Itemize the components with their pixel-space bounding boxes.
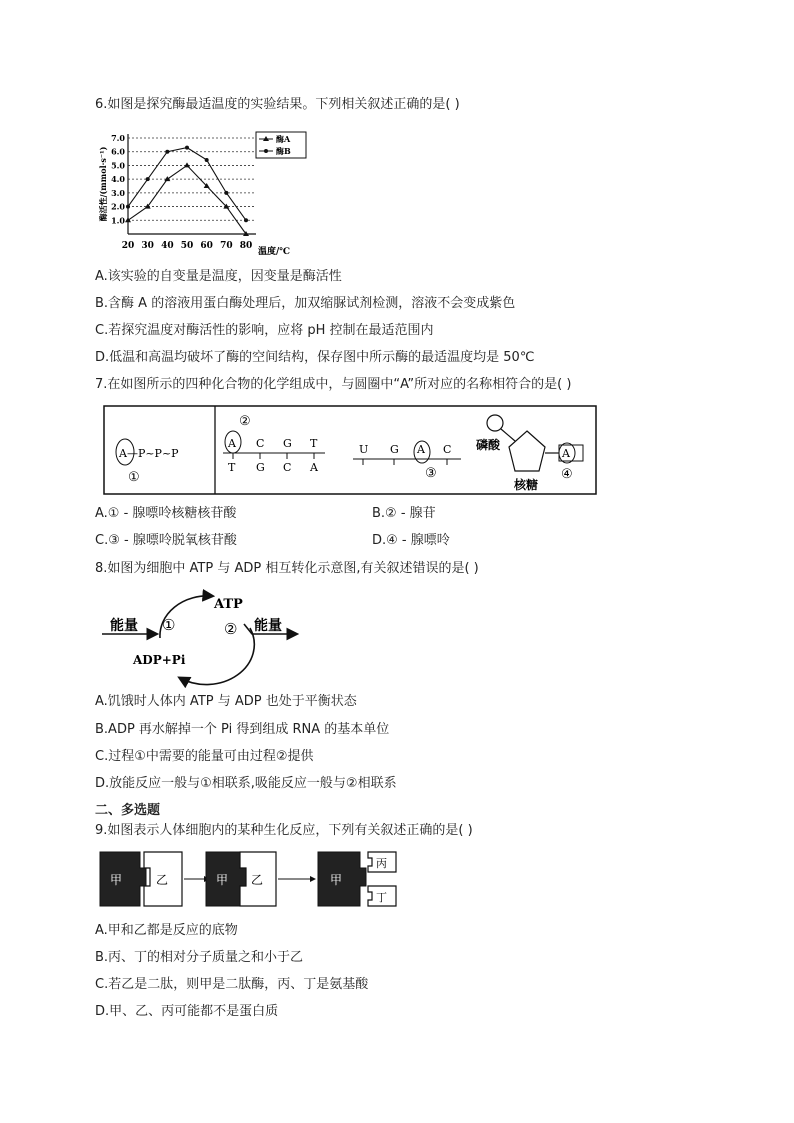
- rna-1: U: [359, 443, 369, 456]
- data-point-b: [205, 158, 209, 162]
- x-axis-label: 温度/℃: [257, 247, 291, 257]
- atp-adp-cycle-diagram: [100, 588, 310, 688]
- energy-out-label: 能量: [254, 618, 282, 634]
- data-point-a: [125, 217, 131, 222]
- dna-bottom-2: G: [256, 461, 265, 474]
- q7-option-c: C.③ - 腺嘌呤脱氧核苷酸: [95, 533, 237, 548]
- yi-label-1: 乙: [156, 873, 169, 887]
- data-point-b: [126, 205, 130, 209]
- q6-option-c: C.若探究温度对酶活性的影响，应将 pH 控制在最适范围内: [95, 323, 434, 338]
- dna-bottom-4: A: [310, 461, 318, 474]
- q7-option-b: B.② - 腺苷: [372, 506, 436, 521]
- q7-stem: 7.在如图所示的四种化合物的化学组成中，与圆圈中“A”所对应的名称相符合的是( ): [95, 377, 572, 392]
- dna-top-1: A: [228, 437, 236, 450]
- dna-top-3: G: [283, 437, 292, 450]
- y-tick-label: 6.0: [111, 146, 125, 157]
- q9-option-b: B.丙、丁的相对分子质量之和小于乙: [95, 950, 304, 965]
- q6-option-d: D.低温和高温均破坏了酶的空间结构，保存图中所示酶的最适温度均是 50℃: [95, 350, 535, 365]
- dna-bottom-3: C: [283, 461, 292, 474]
- q8-stem: 8.如图为细胞中 ATP 与 ADP 相互转化示意图,有关叙述错误的是( ): [95, 561, 479, 576]
- q9-option-a: A.甲和乙都是反应的底物: [95, 923, 238, 938]
- bing-label: 丙: [376, 857, 387, 870]
- x-tick-label: 60: [200, 241, 213, 251]
- compound-diagram: [103, 405, 597, 495]
- q9-figure: [96, 848, 416, 912]
- y-tick-label: 5.0: [111, 160, 125, 171]
- enzyme-reaction-diagram: [96, 848, 416, 912]
- label-2: ②: [239, 414, 251, 429]
- series-line-a: [128, 165, 246, 234]
- legend-dot-marker: [264, 149, 268, 153]
- label-1: ①: [128, 470, 140, 485]
- phosphate-label: 磷酸: [476, 438, 501, 452]
- q7-option-a: A.① - 腺嘌呤核糖核苷酸: [95, 506, 237, 521]
- q9-stem: 9.如图表示人体细胞内的某种生化反应，下列有关叙述正确的是( ): [95, 823, 473, 838]
- x-tick-label: 40: [161, 241, 174, 251]
- jia-label-2: 甲: [216, 873, 229, 887]
- q9-option-d: D.甲、乙、丙可能都不是蛋白质: [95, 1004, 279, 1019]
- q8-option-a: A.饥饿时人体内 ATP 与 ADP 也处于平衡状态: [95, 694, 357, 709]
- base-label: A: [562, 447, 570, 460]
- y-tick-label: 3.0: [111, 187, 125, 198]
- data-point-b: [185, 146, 189, 150]
- data-point-b: [244, 218, 248, 222]
- q7-option-d: D.④ - 腺嘌呤: [372, 533, 450, 548]
- atp-formula: A—P~P~P: [119, 447, 179, 460]
- legend-series-b: 酶B: [276, 146, 291, 156]
- q8-option-c: C.过程①中需要的能量可由过程②提供: [95, 749, 314, 764]
- y-tick-label: 7.0: [111, 133, 125, 143]
- x-tick-label: 80: [239, 241, 253, 251]
- y-axis-label: 酶活性/(mmol·s⁻¹): [98, 146, 108, 222]
- atp-label: ATP: [214, 597, 243, 612]
- q8-option-b: B.ADP 再水解掉一个 Pi 得到组成 RNA 的基本单位: [95, 722, 390, 737]
- x-tick-label: 70: [220, 241, 233, 251]
- dna-bottom-1: T: [228, 461, 236, 474]
- data-point-b: [146, 177, 150, 181]
- q8-figure: [100, 588, 310, 688]
- ding-label: 丁: [376, 891, 387, 904]
- y-tick-label: 2.0: [111, 201, 125, 212]
- q6-option-a: A.该实验的自变量是温度，因变量是酶活性: [95, 269, 342, 284]
- adp-label: ADP+Pi: [133, 653, 186, 667]
- rna-3: A: [417, 443, 425, 456]
- rna-4: C: [443, 443, 452, 456]
- q8-option-d: D.放能反应一般与①相联系,吸能反应一般与②相联系: [95, 776, 397, 791]
- x-tick-label: 20: [121, 241, 135, 251]
- jia-label-3: 甲: [330, 873, 343, 887]
- yi-label-2: 乙: [251, 873, 264, 887]
- data-point-b: [165, 150, 169, 154]
- q7-figure: [103, 405, 597, 495]
- chart-legend: [256, 132, 306, 158]
- section-heading: 二、多选题: [95, 803, 161, 818]
- dna-top-2: C: [256, 437, 265, 450]
- q6-chart: [96, 124, 316, 264]
- q6-option-b: B.含酶 A 的溶液用蛋白酶处理后，加双缩脲试剂检测，溶液不会变成紫色: [95, 296, 516, 311]
- rna-2: G: [390, 443, 399, 456]
- y-tick-label: 1.0: [111, 215, 125, 226]
- ribose-label: 核糖: [514, 478, 539, 492]
- enzyme-activity-chart: [96, 124, 316, 264]
- legend-series-a: 酶A: [276, 134, 291, 144]
- x-tick-label: 30: [141, 241, 154, 251]
- data-point-a: [164, 176, 170, 181]
- process-1-label: ①: [162, 616, 176, 634]
- dna-top-4: T: [310, 437, 318, 450]
- process-2-label: ②: [224, 620, 238, 638]
- q6-stem: 6.如图是探究酶最适温度的实验结果。下列相关叙述正确的是( ): [95, 97, 460, 112]
- q9-option-c: C.若乙是二肽，则甲是二肽酶，丙、丁是氨基酸: [95, 977, 369, 992]
- y-tick-label: 4.0: [111, 174, 125, 185]
- energy-in-label: 能量: [110, 618, 138, 634]
- label-4: ④: [561, 467, 573, 482]
- label-3: ③: [425, 466, 437, 481]
- x-tick-label: 50: [180, 241, 194, 251]
- data-point-a: [184, 162, 190, 167]
- enzyme-jia-1: [100, 852, 146, 906]
- data-point-b: [224, 191, 228, 195]
- jia-label-1: 甲: [110, 873, 123, 887]
